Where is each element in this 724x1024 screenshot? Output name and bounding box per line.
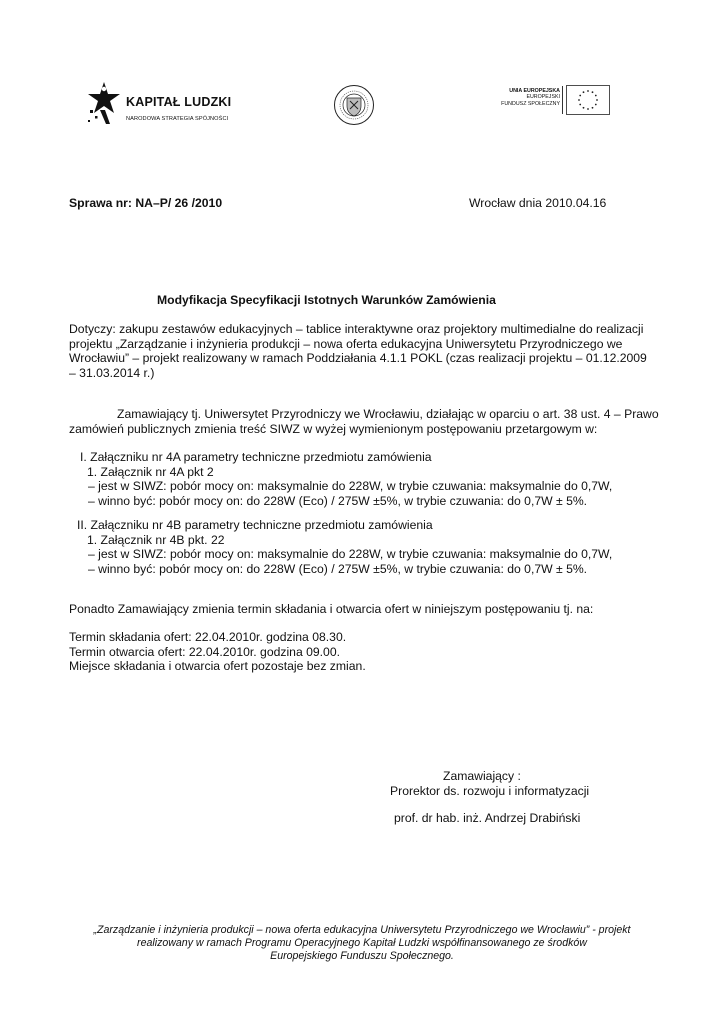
section-should-line: – winno być: pobór mocy on: do 228W (Eco) / 275W ±5%, w trybie czuwania: do 0,7W ± 5%. xyxy=(88,493,588,508)
subject-line: – 31.03.2014 r.) xyxy=(69,365,155,380)
case-number: Sprawa nr: NA–P/ 26 /2010 xyxy=(69,196,223,210)
section-subitem: 1. Załącznik nr 4A pkt 2 xyxy=(87,464,214,479)
signature-role: Zamawiający : xyxy=(443,769,521,783)
footer-line: „Zarządzanie i inżynieria produkcji – nowa oferta edukacyjna Uniwersytetu Przyrodniczego we Wrocławiu” - projekt xyxy=(93,924,631,936)
place-date: Wrocław dnia 2010.04.16 xyxy=(469,196,607,210)
footer-line: realizowany w ramach Programu Operacyjnego Kapitał Ludzki współfinansowanego ze środków xyxy=(137,937,587,949)
eu-line-1: UNIA EUROPEJSKA xyxy=(509,88,560,94)
signature-name: prof. dr hab. inż. Andrzej Drabiński xyxy=(394,811,581,825)
kapital-ludzki-subtitle: NARODOWA STRATEGIA SPÓJNOŚCI xyxy=(126,116,229,122)
section-should-line: – winno być: pobór mocy on: do 228W (Eco) / 275W ±5%, w trybie czuwania: do 0,7W ± 5%. xyxy=(88,561,588,576)
section-subitem: 1. Załącznik nr 4B pkt. 22 xyxy=(87,532,225,547)
kapital-ludzki-logo xyxy=(86,80,246,126)
section-is-line: – jest w SIWZ: pobór mocy on: maksymalnie do 228W, w trybie czuwania: maksymalnie do 0,7W, xyxy=(88,547,613,561)
university-seal-icon xyxy=(333,84,375,126)
deadline-line: Miejsce składania i otwarcia ofert pozostaje bez zmian. xyxy=(69,659,366,673)
intro-line: zamówień publicznych zmienia treść SIWZ w wyżej wymienionym postępowaniu przetargowym w: xyxy=(69,421,598,436)
deadline-intro: Ponadto Zamawiający zmienia termin składania i otwarcia ofert w niniejszym postępowaniu tj. na: xyxy=(69,602,594,616)
section-heading: I. Załączniku nr 4A parametry techniczne przedmiotu zamówienia xyxy=(80,450,432,464)
signature-position: Prorektor ds. rozwoju i informatyzacji xyxy=(390,783,590,798)
eu-logo xyxy=(488,84,610,118)
document-title: Modyfikacja Specyfikacji Istotnych Warunków Zamówienia xyxy=(157,293,496,307)
deadline-line: Termin otwarcia ofert: 22.04.2010r. godzina 09.00. xyxy=(69,644,340,659)
kapital-ludzki-star-logo-icon xyxy=(86,80,122,126)
section-is-line: – jest w SIWZ: pobór mocy on: maksymalnie do 228W, w trybie czuwania: maksymalnie do 0,7W, xyxy=(88,479,613,493)
subject-line: projektu „Zarządzanie i inżynieria produkcji – nowa oferta edukacyjna Uniwersytetu Przyrodniczego we xyxy=(69,336,623,351)
deadline-line: Termin składania ofert: 22.04.2010r. godzina 08.30. xyxy=(69,630,347,644)
subject-line: Wrocławiu” – projekt realizowany w ramach Poddziałania 4.1.1 POKL (czas realizacji projektu – 01.12.2009 xyxy=(69,351,647,365)
eu-flag-icon xyxy=(566,85,610,115)
eu-line-2: EUROPEJSKI xyxy=(526,94,560,101)
eu-line-3: FUNDUSZ SPOŁECZNY xyxy=(501,100,560,107)
section-heading: II. Załączniku nr 4B parametry techniczne przedmiotu zamówienia xyxy=(77,518,433,532)
intro-line: Zamawiający tj. Uniwersytet Przyrodniczy we Wrocławiu, działając w oparciu o art. 38 ust. 4 – Prawo xyxy=(117,407,659,421)
subject-line: Dotyczy: zakupu zestawów edukacyjnych – tablice interaktywne oraz projektory multimedialne do realizacji xyxy=(69,322,644,336)
page-footer xyxy=(60,924,664,963)
kapital-ludzki-title: KAPITAŁ LUDZKI xyxy=(126,95,232,109)
footer-line: Europejskiego Funduszu Społecznego. xyxy=(270,950,454,962)
